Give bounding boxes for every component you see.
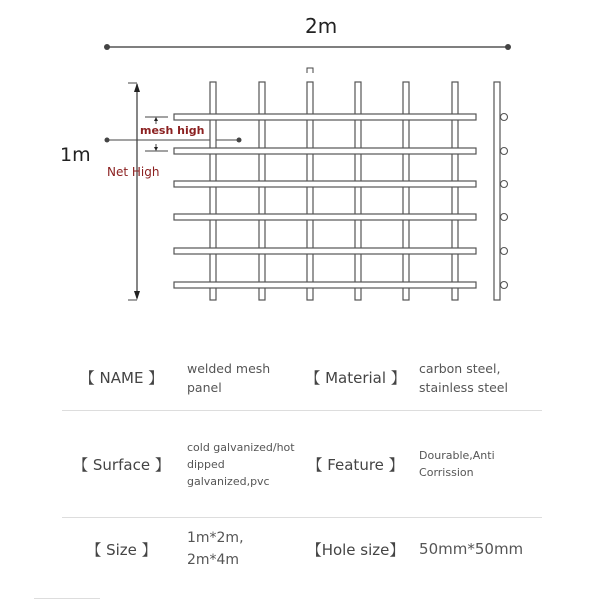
net-height-arrow <box>128 83 140 300</box>
spec-value: 50mm*50mm <box>419 540 524 558</box>
spec-key: 【 Feature 】 <box>307 455 404 474</box>
spec-key: 【 Size 】 <box>86 540 157 559</box>
spec-row <box>62 345 542 411</box>
width-label: 2m <box>305 14 338 38</box>
spec-table <box>62 345 542 580</box>
spec-value: cold galvanized/hot dipped galvanized,pvc <box>186 440 295 488</box>
height-label: 1m <box>60 144 91 166</box>
width-dimension-line <box>104 44 511 50</box>
mesh-high-label: mesh high <box>140 124 205 137</box>
spec-value: Dourable,Anti Corrission <box>419 449 495 479</box>
spec-row <box>62 518 542 580</box>
net-high-label: Net High <box>107 165 160 179</box>
side-view-rail <box>494 82 508 300</box>
footer-divider <box>34 598 100 599</box>
spec-row <box>62 411 542 518</box>
spec-value: 1m*2m, 2m*4m <box>186 530 244 568</box>
spec-value: carbon steel, stainless steel <box>419 360 508 395</box>
spec-key: 【Hole size】 <box>306 540 405 559</box>
spec-key: 【 NAME 】 <box>79 369 164 387</box>
spec-key: 【 Surface 】 <box>73 455 170 474</box>
spec-key: 【 Material 】 <box>305 369 406 387</box>
spec-value: welded mesh panel <box>186 360 271 395</box>
